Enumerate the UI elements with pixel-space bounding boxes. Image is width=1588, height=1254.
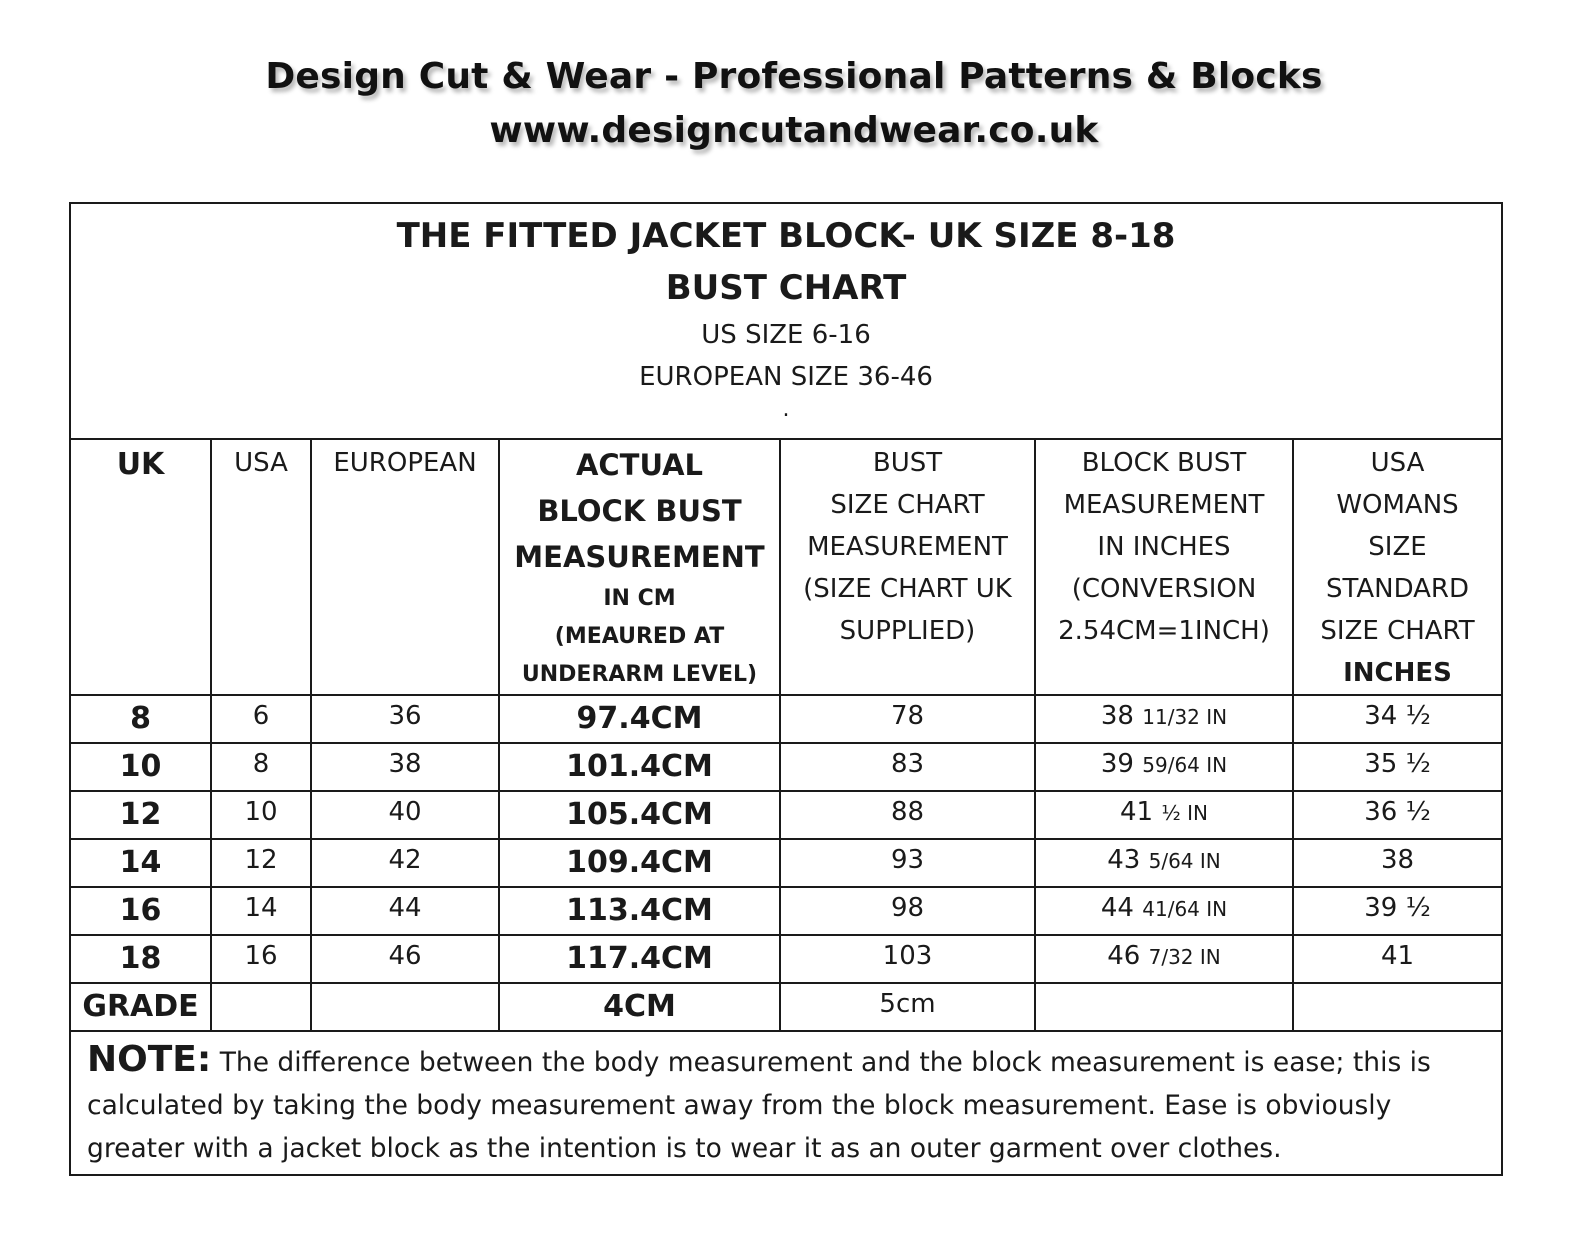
cell-uk: 10 bbox=[70, 743, 211, 791]
cell-inches: 38 11/32 IN bbox=[1035, 695, 1293, 743]
cell-actual-cm: 97.4CM bbox=[499, 695, 780, 743]
grade-actual-cm: 4CM bbox=[499, 983, 780, 1031]
cell-usa-womans: 38 bbox=[1293, 839, 1502, 887]
cell-usa-womans: 39 ½ bbox=[1293, 887, 1502, 935]
cell-usa-womans: 36 ½ bbox=[1293, 791, 1502, 839]
table-row bbox=[70, 695, 1502, 743]
header-bust-size-chart: BUST SIZE CHART MEASUREMENT (SIZE CHART UK SUPPLIED) bbox=[780, 439, 1035, 695]
cell-usa: 10 bbox=[211, 791, 311, 839]
chart-subtitle: BUST CHART bbox=[665, 268, 907, 308]
cell-actual-cm: 105.4CM bbox=[499, 791, 780, 839]
note-cell bbox=[70, 1031, 1502, 1175]
cell-usa: 12 bbox=[211, 839, 311, 887]
european-size-range: EUROPEAN SIZE 36-46 bbox=[639, 362, 933, 392]
cell-uk: 14 bbox=[70, 839, 211, 887]
cell-usa: 6 bbox=[211, 695, 311, 743]
cell-actual-cm: 117.4CM bbox=[499, 935, 780, 983]
grade-row bbox=[70, 983, 1502, 1031]
cell-usa: 8 bbox=[211, 743, 311, 791]
note-text: The difference between the body measurement and the block measurement is ease; this is calculated by taking the body measurement away from the block measurement. Ease is obviously greater with a jacket block as the intention is to wear it as an outer garment over clothes. bbox=[87, 1047, 1431, 1164]
cell-bust-chart: 98 bbox=[780, 887, 1035, 935]
cell-inches: 39 59/64 IN bbox=[1035, 743, 1293, 791]
header-usa: USA bbox=[211, 439, 311, 695]
grade-label: GRADE bbox=[70, 983, 211, 1031]
header-european: EUROPEAN bbox=[311, 439, 499, 695]
header-actual-block-bust: ACTUAL BLOCK BUST MEASUREMENT IN CM (MEAURED AT UNDERARM LEVEL) bbox=[499, 439, 780, 695]
cell-uk: 8 bbox=[70, 695, 211, 743]
brand-title: Design Cut & Wear - Professional Patterns & Blocks bbox=[265, 56, 1323, 97]
cell-actual-cm: 113.4CM bbox=[499, 887, 780, 935]
cell-european: 42 bbox=[311, 839, 499, 887]
cell-uk: 16 bbox=[70, 887, 211, 935]
us-size-range: US SIZE 6-16 bbox=[701, 320, 871, 350]
header-usa-womans: USA WOMANS SIZE STANDARD SIZE CHART INCHES bbox=[1293, 439, 1502, 695]
cell-uk: 18 bbox=[70, 935, 211, 983]
cell-european: 44 bbox=[311, 887, 499, 935]
chart-title: THE FITTED JACKET BLOCK- UK SIZE 8-18 bbox=[396, 216, 1176, 256]
cell-bust-chart: 93 bbox=[780, 839, 1035, 887]
cell-actual-cm: 109.4CM bbox=[499, 839, 780, 887]
grade-usa-empty bbox=[211, 983, 311, 1031]
cell-usa-womans: 41 bbox=[1293, 935, 1502, 983]
bust-chart-table bbox=[69, 202, 1503, 1176]
table-row bbox=[70, 839, 1502, 887]
cell-bust-chart: 103 bbox=[780, 935, 1035, 983]
cell-inches: 46 7/32 IN bbox=[1035, 935, 1293, 983]
cell-usa: 16 bbox=[211, 935, 311, 983]
cell-bust-chart: 78 bbox=[780, 695, 1035, 743]
table-row bbox=[70, 935, 1502, 983]
chart-title-block bbox=[70, 203, 1502, 439]
cell-european: 46 bbox=[311, 935, 499, 983]
title-dot: . bbox=[782, 397, 790, 422]
column-header-row bbox=[70, 439, 1502, 695]
cell-european: 40 bbox=[311, 791, 499, 839]
table-row bbox=[70, 887, 1502, 935]
brand-website: www.designcutandwear.co.uk bbox=[489, 110, 1099, 151]
cell-usa: 14 bbox=[211, 887, 311, 935]
cell-inches: 44 41/64 IN bbox=[1035, 887, 1293, 935]
grade-bust-chart: 5cm bbox=[780, 983, 1035, 1031]
cell-bust-chart: 88 bbox=[780, 791, 1035, 839]
note-label: NOTE: bbox=[87, 1039, 212, 1080]
cell-usa-womans: 35 ½ bbox=[1293, 743, 1502, 791]
grade-inches-empty bbox=[1035, 983, 1293, 1031]
header-block-bust-inches: BLOCK BUST MEASUREMENT IN INCHES (CONVERSION 2.54CM=1INCH) bbox=[1035, 439, 1293, 695]
cell-european: 36 bbox=[311, 695, 499, 743]
cell-inches: 41 ½ IN bbox=[1035, 791, 1293, 839]
cell-actual-cm: 101.4CM bbox=[499, 743, 780, 791]
grade-usa-womans-empty bbox=[1293, 983, 1502, 1031]
grade-european-empty bbox=[311, 983, 499, 1031]
cell-usa-womans: 34 ½ bbox=[1293, 695, 1502, 743]
header-uk: UK bbox=[70, 439, 211, 695]
cell-bust-chart: 83 bbox=[780, 743, 1035, 791]
table-row bbox=[70, 791, 1502, 839]
cell-inches: 43 5/64 IN bbox=[1035, 839, 1293, 887]
cell-uk: 12 bbox=[70, 791, 211, 839]
table-row bbox=[70, 743, 1502, 791]
cell-european: 38 bbox=[311, 743, 499, 791]
